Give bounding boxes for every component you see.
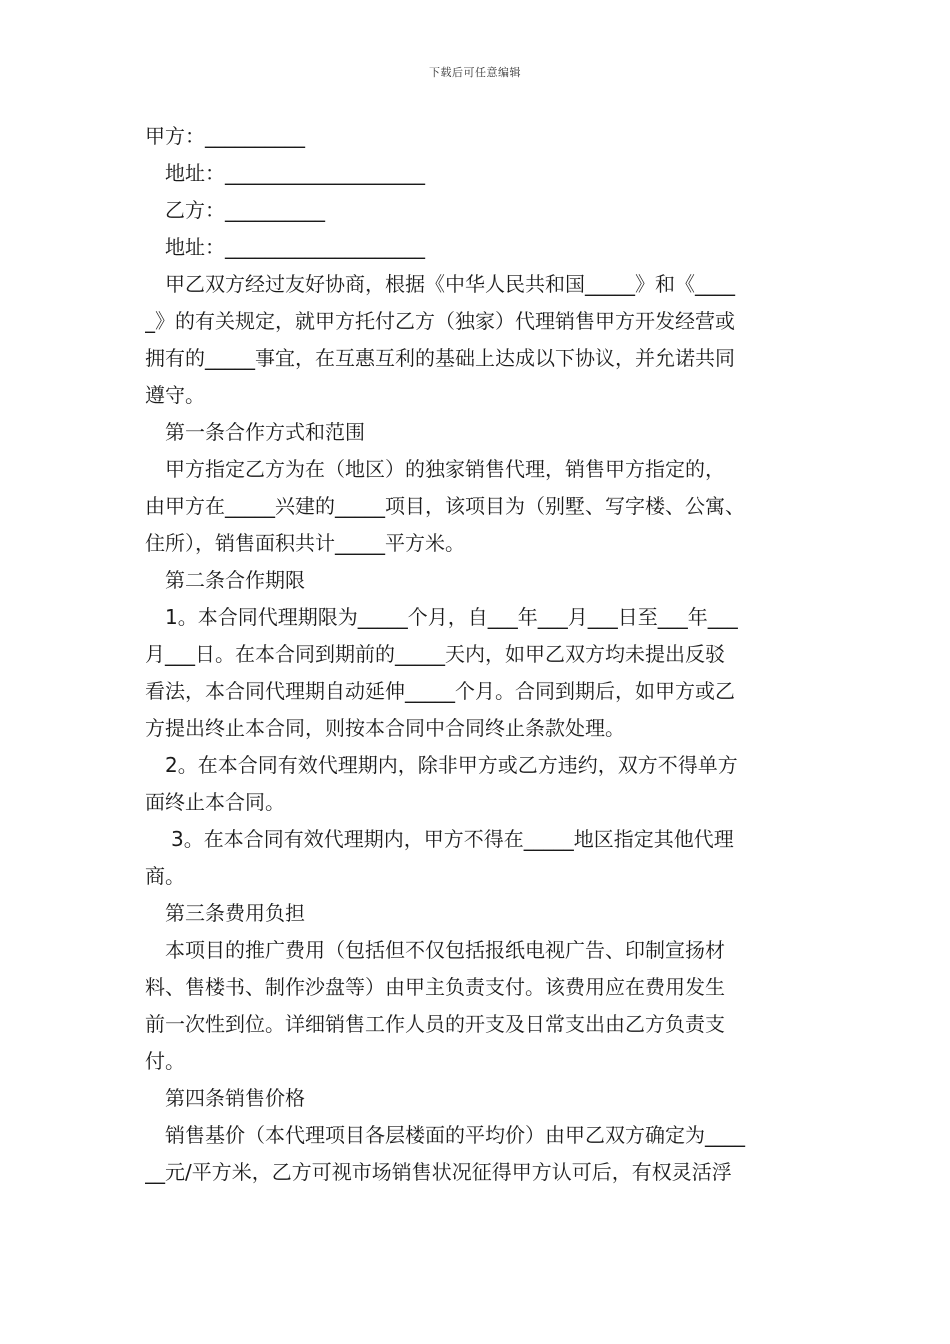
- preamble-line: 甲乙双方经过友好协商，根据《中华人民共和国_____》和《____: [165, 272, 735, 296]
- article-3-text-line: 本项目的推广费用（包括但不仅包括报纸电视广告、印制宣扬材: [165, 938, 725, 962]
- article-1-text-line: 住所），销售面积共计_____平方米。: [145, 531, 465, 555]
- party-a-line: 甲方：__________: [145, 124, 305, 148]
- preamble-line: 遵守。: [145, 383, 205, 407]
- article-3-text-line: 料、售楼书、制作沙盘等）由甲主负责支付。该费用应在费用发生: [145, 975, 725, 999]
- party-b-line: 乙方：__________: [165, 198, 325, 222]
- article-2-text-line: 月___日。在本合同到期前的_____天内，如甲乙双方均未提出反驳: [145, 642, 725, 666]
- preamble-line: 拥有的_____事宜，在互惠互利的基础上达成以下协议，并允诺共同: [145, 346, 735, 370]
- article-2-text-line: 3。在本合同有效代理期内，甲方不得在_____地区指定其他代理: [171, 827, 734, 851]
- party-a-address-line: 地址：____________________: [165, 161, 425, 185]
- article-2-heading: 第二条合作期限: [165, 568, 305, 592]
- article-1-text-line: 由甲方在_____兴建的_____项目，该项目为（别墅、写字楼、公寓、: [145, 494, 745, 518]
- contract-body: [145, 118, 810, 1191]
- article-2-text-line: 1。本合同代理期限为_____个月，自___年___月___日至___年___: [165, 605, 738, 629]
- article-1-text-line: 甲方指定乙方为在（地区）的独家销售代理，销售甲方指定的，: [165, 457, 725, 481]
- page-header-note: 下载后可任意编辑: [429, 66, 521, 79]
- article-4-text-line: __元/平方米，乙方可视市场销售状况征得甲方认可后，有权灵活浮: [145, 1160, 732, 1184]
- article-2-text-line: 面终止本合同。: [145, 790, 285, 814]
- preamble-line: _》的有关规定，就甲方托付乙方（独家）代理销售甲方开发经营或: [145, 309, 735, 333]
- article-4-text-line: 销售基价（本代理项目各层楼面的平均价）由甲乙双方确定为____: [165, 1123, 745, 1147]
- article-4-heading: 第四条销售价格: [165, 1086, 305, 1110]
- article-2-text-line: 方提出终止本合同，则按本合同中合同终止条款处理。: [145, 716, 625, 740]
- article-2-text-line: 商。: [145, 864, 185, 888]
- article-3-text-line: 付。: [145, 1049, 185, 1073]
- article-2-text-line: 看法，本合同代理期自动延伸_____个月。合同到期后，如甲方或乙: [145, 679, 735, 703]
- party-b-address-line: 地址：____________________: [165, 235, 425, 259]
- article-3-text-line: 前一次性到位。详细销售工作人员的开支及日常支出由乙方负责支: [145, 1012, 725, 1036]
- article-3-heading: 第三条费用负担: [165, 901, 305, 925]
- article-1-heading: 第一条合作方式和范围: [165, 420, 365, 444]
- article-2-text-line: 2。在本合同有效代理期内，除非甲方或乙方违约，双方不得单方: [165, 753, 738, 777]
